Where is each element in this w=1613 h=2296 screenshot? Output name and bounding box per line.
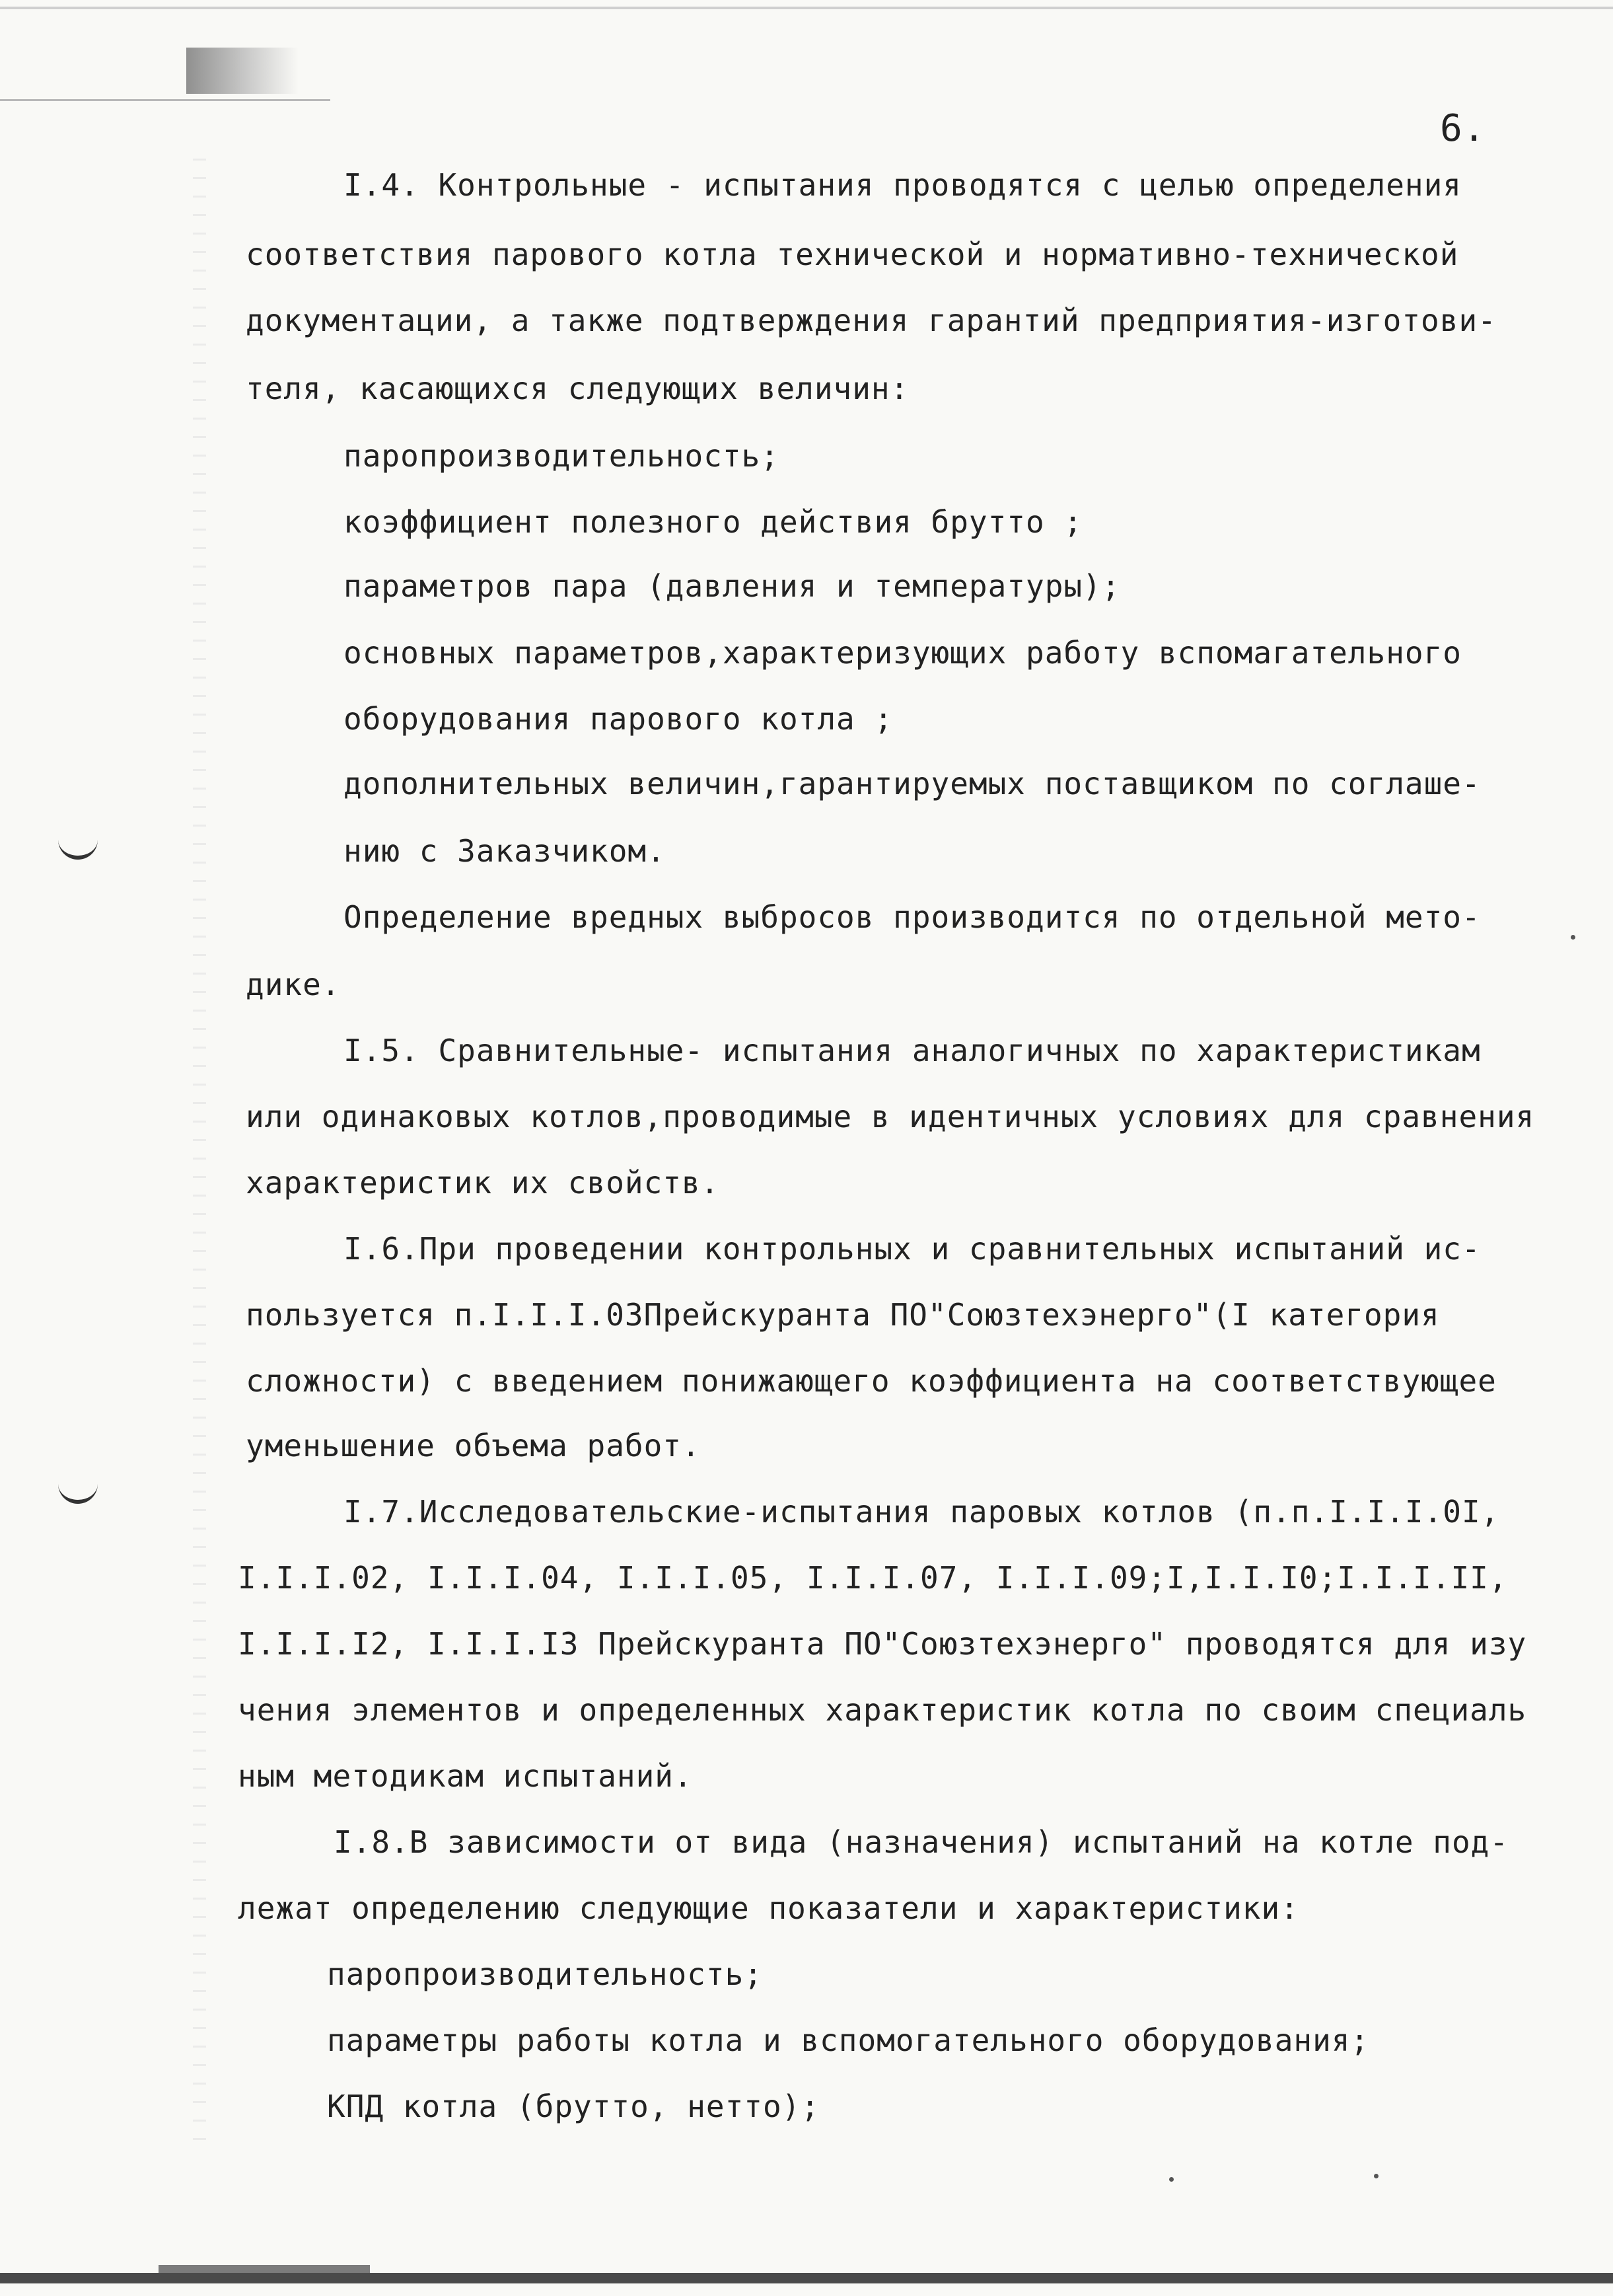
text-line: I.I.I.I2, I.I.I.I3 Прейскуранта ПО"Союзтехэнерго" проводятся для изу <box>238 1626 1527 1662</box>
text-line: ным методикам испытаний. <box>238 1758 693 1794</box>
text-line: дике. <box>246 967 341 1002</box>
page-number: 6. <box>1440 107 1486 150</box>
scan-edge-top <box>0 7 1613 9</box>
text-line: I.I.I.02, I.I.I.04, I.I.I.05, I.I.I.07, I.I.I.09;I,I.I.I0;I.I.I.II, <box>238 1560 1508 1596</box>
text-line: теля, касающихся следующих величин: <box>246 371 910 406</box>
text-line: оборудования парового котла ; <box>343 701 894 737</box>
list-item: паропроизводительность; <box>327 1956 763 1992</box>
list-item: основных параметров,характеризующих работу вспомагательного <box>343 635 1462 671</box>
speck <box>1571 935 1575 940</box>
scan-artifact <box>186 48 299 94</box>
speck <box>1169 2177 1174 2182</box>
text-line: сложности) с введением понижающего коэффициента на соответствующее <box>246 1363 1497 1399</box>
text-line: пользуется п.I.I.I.03Прейскуранта ПО"Союзтехэнерго"(I категория <box>246 1297 1440 1333</box>
text-line: I.6.При проведении контрольных и сравнительных испытаний ис- <box>343 1231 1481 1267</box>
list-item: коэффициент полезного действия брутто ; <box>343 504 1083 540</box>
punch-hole-mark <box>58 1473 98 1504</box>
text-line: Определение вредных выбросов производится по отдельной мето- <box>343 899 1481 935</box>
list-item: КПД котла (брутто, нетто); <box>327 2089 820 2124</box>
text-line: I.8.В зависимости от вида (назначения) испытаний на котле под- <box>334 1824 1509 1860</box>
text-line: характеристик их свойств. <box>246 1165 720 1201</box>
text-line: лежат определению следующие показатели и характеристики: <box>238 1890 1299 1926</box>
list-item: параметров пара (давления и температуры); <box>343 568 1121 604</box>
text-line: документации, а также подтверждения гарантий предприятия-изготови- <box>246 303 1497 338</box>
text-line: I.4. Контрольные - испытания проводятся с целью определения <box>343 167 1462 203</box>
scan-edge-bottom <box>0 2273 1613 2283</box>
text-line: I.5. Сравнительные- испытания аналогичных по характеристикам <box>343 1033 1481 1068</box>
text-line: соответствия парового котла технической и нормативно-технической <box>246 237 1459 272</box>
punch-hole-mark <box>58 829 98 860</box>
margin-noise <box>193 159 206 2141</box>
text-line: чения элементов и определенных характеристик котла по своим специаль <box>238 1692 1527 1728</box>
scan-artifact-line <box>0 99 330 101</box>
text-line: уменьшение объема работ. <box>246 1428 701 1463</box>
text-line: нию с Заказчиком. <box>343 833 666 869</box>
speck <box>1374 2174 1379 2178</box>
list-item: паропроизводительность; <box>343 438 779 474</box>
list-item: дополнительных величин,гарантируемых поставщиком по соглаше- <box>343 766 1481 801</box>
text-line: I.7.Исследовательские-испытания паровых котлов (п.п.I.I.I.0I, <box>343 1494 1500 1530</box>
list-item: параметры работы котла и вспомогательного оборудования; <box>327 2022 1370 2058</box>
text-line: или одинаковых котлов,проводимые в идентичных условиях для сравнения <box>246 1099 1535 1134</box>
